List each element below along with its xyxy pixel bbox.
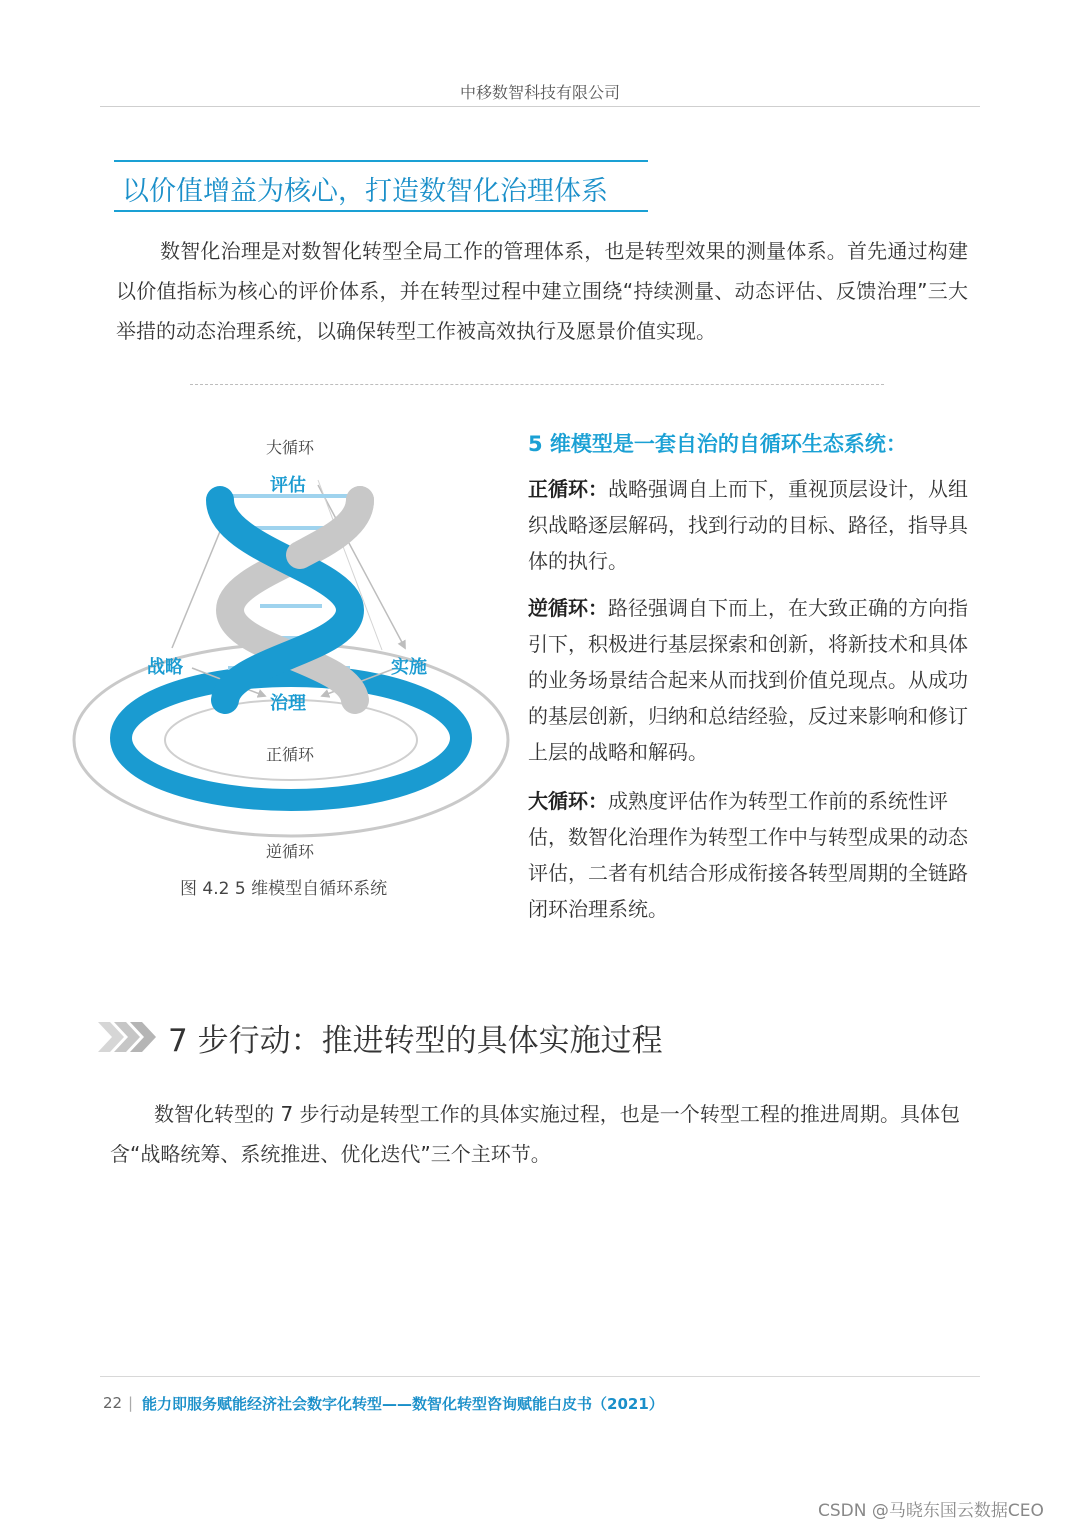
label-strategy: 战略: [147, 657, 183, 678]
figure-caption: 图 4.2 5 维模型自循环系统: [180, 879, 388, 899]
label-forward-cycle: 正循环: [266, 745, 315, 764]
steps-title: 7 步行动：推进转型的具体实施过程: [168, 1023, 663, 1059]
section-title: 以价值增益为核心，打造数智化治理体系: [122, 176, 608, 207]
model-title: 5 维模型是一套自治的自循环生态系统：: [528, 432, 907, 456]
footer-separator: |: [128, 1394, 134, 1412]
model-item-text: 战略强调自上而下，重视顶层设计，从组织战略逐层解码，找到行动的目标、路径，指导具体的执行。: [528, 477, 968, 573]
model-item-term: 大循环：: [528, 789, 608, 813]
model-item-text: 成熟度评估作为转型工作前的系统性评估，数智化治理作为转型工作中与转型成果的动态评估，二者有机结合形成衔接各转型周期的全链路闭环治理系统。: [528, 789, 968, 921]
model-item-forward: [528, 471, 968, 579]
model-item-term: 逆循环：: [528, 596, 608, 620]
label-governance: 治理: [270, 693, 306, 714]
section-paragraph: 数智化治理是对数智化转型全局工作的管理体系，也是转型效果的测量体系。首先通过构建以价值指标为核心的评价体系，并在转型过程中建立围绕“持续测量、动态评估、反馈治理”三大举措的动态治理系统，以确保转型工作被高效执行及愿景价值实现。: [116, 239, 968, 343]
model-item-term: 正循环：: [528, 477, 608, 501]
footer-divider: [100, 1376, 980, 1377]
chevron-arrows-icon: [98, 1020, 156, 1054]
header-company: 中移数智科技有限公司: [459, 83, 620, 102]
footer-title: 能力即服务赋能经济社会数字化转型——数智化转型咨询赋能白皮书（2021）: [142, 1395, 664, 1413]
watermark: CSDN @马晓东国云数据CEO: [818, 1501, 1044, 1521]
model-item-reverse: [528, 590, 968, 770]
model-item-big: [528, 783, 968, 927]
header-divider: [100, 106, 980, 107]
dashed-divider: [190, 384, 884, 385]
page-number: 22: [103, 1394, 123, 1412]
label-implement: 实施: [391, 657, 427, 678]
label-big-cycle: 大循环: [266, 438, 315, 457]
model-item-text: 路径强调自下而上，在大致正确的方向指引下，积极进行基层探索和创新，将新技术和具体的业务场景结合起来从而找到价值兑现点。从成功的基层创新，归纳和总结经验，反过来影响和修订上层的战略和解码。: [528, 596, 968, 764]
steps-paragraph: 数智化转型的 7 步行动是转型工作的具体实施过程，也是一个转型工程的推进周期。具体包含“战略统筹、系统推进、优化迭代”三个主环节。: [110, 1102, 960, 1166]
label-reverse-cycle: 逆循环: [266, 842, 315, 861]
label-evaluate: 评估: [270, 475, 306, 496]
